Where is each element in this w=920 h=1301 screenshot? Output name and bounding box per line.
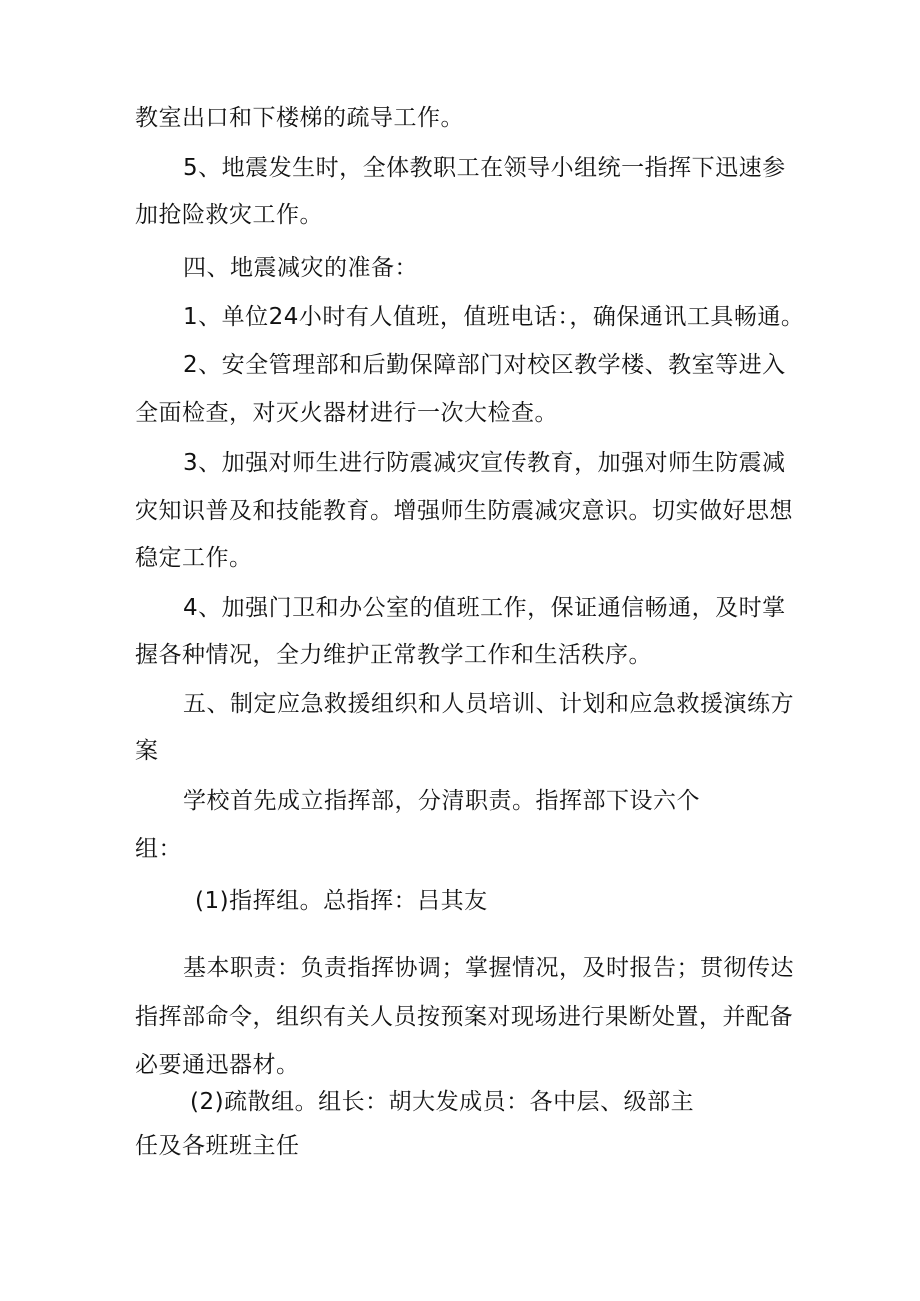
text-line-12: 握各种情况，全力维护正常教学工作和生活秩序。 bbox=[135, 642, 652, 668]
text-line-1: 教室出口和下楼梯的疏导工作。 bbox=[135, 105, 464, 131]
text-line-5: 1、单位24小时有人值班，值班电话：，确保通讯工具畅通。 bbox=[183, 304, 805, 330]
text-line-13: 五、制定应急救援组织和人员培训、计划和应急救援演练方 bbox=[183, 691, 794, 717]
text-line-20: 必要通迅器材。 bbox=[135, 1052, 300, 1078]
text-line-19: 指挥部命令，组织有关人员按预案对现场进行果断处置，并配备 bbox=[135, 1004, 793, 1030]
text-line-15: 学校首先成立指挥部，分清职责。指挥部下设六个 bbox=[183, 788, 700, 814]
text-line-9: 灾知识普及和技能教育。增强师生防震减灾意识。切实做好思想 bbox=[135, 498, 793, 524]
text-line-21: (2)疏散组。组长：胡大发成员：各中层、级部主 bbox=[190, 1089, 695, 1115]
text-line-17: (1)指挥组。总指挥：吕其友 bbox=[195, 888, 488, 914]
text-line-16: 组： bbox=[135, 836, 182, 862]
text-line-3: 加抢险救灾工作。 bbox=[135, 202, 323, 228]
text-line-18: 基本职责：负责指挥协调；掌握情况，及时报告；贯彻传达 bbox=[183, 955, 794, 981]
text-line-6: 2、安全管理部和后勤保障部门对校区教学楼、教室等进入 bbox=[183, 352, 786, 378]
text-line-14: 案 bbox=[135, 738, 159, 764]
text-line-10: 稳定工作。 bbox=[135, 545, 253, 571]
text-line-4: 四、地震减灾的准备： bbox=[183, 255, 418, 281]
text-line-7: 全面检查，对灭火器材进行一次大检查。 bbox=[135, 400, 558, 426]
text-line-8: 3、加强对师生进行防震减灾宣传教育，加强对师生防震减 bbox=[183, 450, 786, 476]
text-line-11: 4、加强门卫和办公室的值班工作，保证通信畅通，及时掌 bbox=[183, 595, 786, 621]
text-line-2: 5、地震发生时，全体教职工在领导小组统一指挥下迅速参 bbox=[183, 155, 786, 181]
text-line-22: 任及各班班主任 bbox=[135, 1133, 300, 1159]
